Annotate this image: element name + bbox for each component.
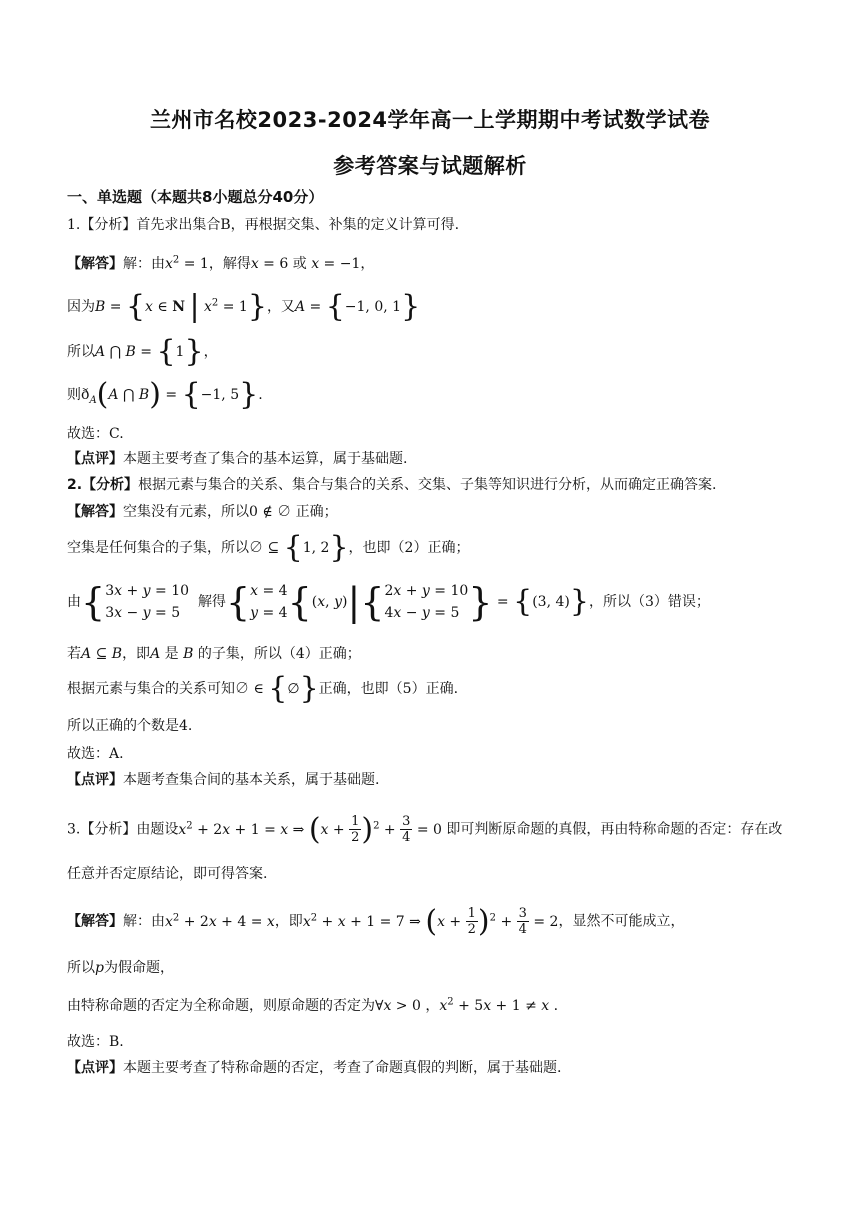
q1-text: 或 bbox=[292, 256, 307, 272]
q1-solve-line3 bbox=[67, 334, 218, 369]
q1-comment-text: 本题主要考查了集合的基本运算，属于基础题. bbox=[123, 451, 408, 467]
q3-solve-line2: 所以p为假命题， bbox=[67, 960, 174, 976]
q2-text: 正确，也即（5）正确. bbox=[318, 681, 459, 697]
document-title: 兰州市名校2023-2024学年高一上学期期中考试数学试卷 bbox=[149, 108, 711, 132]
q1-eq2: x = 6 bbox=[250, 256, 293, 272]
q2-solve-line5: 根据元素与集合的关系可知∅ ∈ {∅}正确，也即（5）正确. bbox=[67, 671, 459, 706]
q2-text: 是 bbox=[164, 646, 179, 662]
q3-comment-tag: 【点评】 bbox=[67, 1060, 123, 1076]
q1-text: ，解得 bbox=[208, 256, 251, 272]
q1-complement: $ð_A(A$ ⋂ B) = {−1, 5}. bbox=[81, 377, 263, 412]
q1-eq1: $x^2 = 1$ bbox=[165, 254, 209, 272]
q1-solve-line4 bbox=[67, 377, 263, 412]
q2-text: ，也即（2）正确； bbox=[348, 540, 470, 556]
q2-text: 的子集，所以（4）正确； bbox=[197, 646, 361, 662]
q2-text: 由 bbox=[67, 594, 81, 610]
q2-eq2: ∅ ⊆ {1, 2} bbox=[249, 530, 349, 565]
q2-solve-line1 bbox=[67, 502, 338, 522]
q1-solve-line2 bbox=[67, 289, 421, 324]
q3-text: 所以 bbox=[67, 960, 95, 976]
q2-text: 空集是任何集合的子集，所以 bbox=[67, 540, 249, 556]
q3-text: ，即 bbox=[274, 913, 303, 930]
q3-solve-line3 bbox=[67, 996, 558, 1016]
q3-text: ，显然不可能成立， bbox=[558, 913, 685, 930]
q3-solve-line1 bbox=[67, 903, 685, 939]
q3-eq1: $x^2 + 2x + 1 = x$ ⇒ (x + $\frac{1}{2}$ )$^2$ + $\frac{3}{4}$ = 0 bbox=[178, 811, 447, 847]
q1-analysis bbox=[67, 215, 459, 235]
q3-text: 由题设 bbox=[136, 821, 179, 838]
q2-system1: 3x + y = 10 3x − y = 5 bbox=[105, 583, 190, 621]
q2-text: 解得 bbox=[197, 594, 226, 610]
q2-text: 正确； bbox=[295, 504, 338, 520]
document-subtitle: 参考答案与试题解析 bbox=[333, 154, 527, 178]
q3-text: 即可判断原命题的真假，再由特称命题的否定：存在改 bbox=[446, 821, 783, 838]
q3-analysis-line1 bbox=[67, 811, 783, 847]
q3-comment-text: 本题主要考查了特称命题的否定，考查了命题真假的判断，属于基础题. bbox=[123, 1060, 562, 1076]
q1-text: 因为 bbox=[67, 299, 95, 315]
q2-choice: 故选：A. bbox=[67, 746, 124, 762]
q2-text: ，即 bbox=[122, 646, 151, 662]
q2-comment bbox=[67, 770, 379, 790]
q3-solve-tag: 【解答】 bbox=[67, 913, 123, 930]
q2-comment-text: 本题考查集合间的基本关系，属于基础题. bbox=[123, 772, 380, 788]
q2-text: ，所以（3）错误； bbox=[588, 594, 710, 610]
q2-system2: x = 4 y = 4 bbox=[250, 583, 288, 621]
q3-analysis-line2: 任意并否定原结论，即可得答案. bbox=[67, 866, 268, 882]
q1-choice: 故选：C. bbox=[67, 426, 124, 442]
q1-text: 则 bbox=[67, 387, 81, 403]
q1-comment bbox=[67, 449, 407, 469]
q1-set-a: A = {−1, 0, 1} bbox=[294, 289, 421, 324]
q3-comment bbox=[67, 1058, 561, 1078]
q2-solve-line3: 由{ 3x + y = 10 3x − y = 5 解得{ x = 4 y = 4 {(x, y)|{ 2x + y = 10 4x − y = 5 } = {(3, 4)}，所以（3）错误； bbox=[67, 580, 710, 624]
q2-system3: 2x + y = 10 4x − y = 5 bbox=[384, 583, 469, 621]
q3-text: 由特称命题的否定为全称命题，则原命题的否定为 bbox=[67, 998, 375, 1014]
q2-solve-line2 bbox=[67, 530, 470, 565]
q2-solve-line4: 若A ⊆ B，即A 是 B 的子集，所以（4）正确； bbox=[67, 646, 361, 662]
q1-eq3: x = −1， bbox=[311, 256, 375, 272]
q2-comment-tag: 【点评】 bbox=[67, 772, 123, 788]
q2-text: 若 bbox=[67, 646, 81, 662]
q1-text: 所以 bbox=[67, 344, 95, 360]
q3-eq3: $x^2 + x + 1 = 7$ ⇒ (x + $\frac{1}{2}$ )$^2$ + $\frac{3}{4}$ = 2 bbox=[302, 903, 559, 939]
q1-solve-line1 bbox=[67, 254, 374, 274]
q3-analysis-tag: 3.【分析】 bbox=[67, 821, 137, 838]
q1-text: ，又 bbox=[266, 299, 295, 315]
q1-text: 解：由 bbox=[123, 256, 165, 272]
q3-text: 为假命题， bbox=[103, 960, 174, 976]
q2-analysis-text: 根据元素与集合的关系、集合与集合的关系、交集、子集等知识进行分析，从而确定正确答案. bbox=[138, 477, 717, 493]
q1-analysis-tag: 1.【分析】 bbox=[67, 217, 137, 233]
q1-set-b: B = {x ∈ N | $x^2 = 1$} bbox=[95, 289, 267, 324]
q1-intersection: A ⋂ B = {1}， bbox=[95, 334, 218, 369]
q3-choice: 故选：B. bbox=[67, 1034, 124, 1050]
q2-solve-tag: 【解答】 bbox=[67, 504, 123, 520]
q2-eq1: 0 ∉ ∅ bbox=[249, 504, 296, 520]
q3-eq4: ∀x > 0 ，$x^2 + 5x + 1 \ne x$ . bbox=[375, 996, 559, 1014]
section-heading: 一、单选题（本题共8小题总分40分） bbox=[67, 188, 324, 206]
q1-analysis-text: 首先求出集合B，再根据交集、补集的定义计算可得. bbox=[136, 217, 460, 233]
q2-text: 根据元素与集合的关系可知 bbox=[67, 681, 235, 697]
q2-analysis-tag: 2.【分析】 bbox=[67, 477, 139, 493]
q2-solve-line6: 所以正确的个数是4. bbox=[67, 718, 193, 734]
q3-text: 解：由 bbox=[123, 913, 165, 930]
q2-text: 空集没有元素，所以 bbox=[123, 504, 249, 520]
q1-comment-tag: 【点评】 bbox=[67, 451, 123, 467]
q1-solve-tag: 【解答】 bbox=[67, 256, 123, 272]
q3-eq2: $x^2 + 2x + 4 = x$ bbox=[165, 911, 275, 930]
q2-analysis bbox=[67, 475, 717, 495]
